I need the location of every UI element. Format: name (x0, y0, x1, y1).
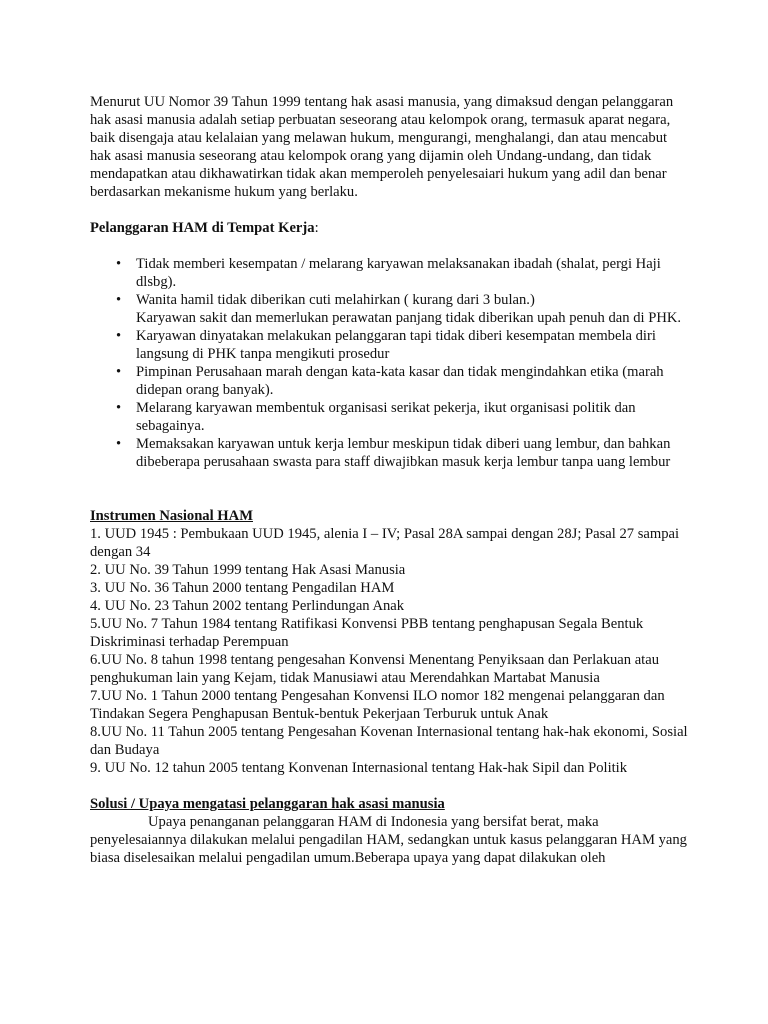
list-item-text: Wanita hamil tidak diberikan cuti melahirkan ( kurang dari 3 bulan.) (136, 292, 535, 308)
list-item-text: Tidak memberi kesempatan / melarang karyawan melaksanakan ibadah (shalat, pergi Haji dlsbg). (136, 256, 661, 290)
list-item (90, 327, 690, 363)
section-gap (90, 471, 690, 507)
list-item: 6.UU No. 8 tahun 1998 tentang pengesahan Konvensi Menentang Penyiksaan dan Perlakuan atau penghukuman lain yang Kejam, tidak Manusiawi atau Merendahkan Martabat Manusia (90, 652, 660, 686)
list-item (90, 363, 690, 399)
document-page (90, 93, 690, 867)
list-item-continuation: Karyawan sakit dan memerlukan perawatan panjang tidak diberikan upah penuh dan di PHK. (136, 310, 682, 326)
workplace-heading-colon: : (314, 220, 319, 236)
list-item (90, 255, 690, 291)
bullet-icon: • (116, 436, 122, 452)
bullet-icon: • (116, 328, 122, 344)
workplace-violations-list (90, 255, 690, 471)
list-item: 4. UU No. 23 Tahun 2002 tentang Perlindungan Anak (90, 598, 405, 614)
list-item: 8.UU No. 11 Tahun 2005 tentang Pengesahan Kovenan Internasional tentang hak-hak ekonomi, Sosial dan Budaya (90, 724, 688, 758)
list-item: 9. UU No. 12 tahun 2005 tentang Konvenan Internasional tentang Hak-hak Sipil dan Politik (90, 760, 628, 776)
list-item-text: Memaksakan karyawan untuk kerja lembur meskipun tidak diberi uang lembur, dan bahkan dibeberapa perusahaan swasta para staff diwajibkan masuk kerja lembur tanpa uang lembur (136, 436, 671, 470)
list-item-text: Pimpinan Perusahaan marah dengan kata-kata kasar dan tidak mengindahkan etika (marah didepan orang banyak). (136, 364, 664, 398)
instruments-list (90, 525, 690, 777)
list-item (90, 399, 690, 435)
list-item: 3. UU No. 36 Tahun 2000 tentang Pengadilan HAM (90, 580, 395, 596)
list-item: 7.UU No. 1 Tahun 2000 tentang Pengesahan Konvensi ILO nomor 182 mengenai pelanggaran dan Tindakan Segera Penghapusan Bentuk-bentuk Pekerjaan Terburuk untuk Anak (90, 688, 665, 722)
bullet-icon: • (116, 292, 122, 308)
list-item: 1. UUD 1945 : Pembukaan UUD 1945, alenia I – IV; Pasal 28A sampai dengan 28J; Pasal 27 sampai dengan 34 (90, 526, 680, 560)
section-gap (90, 777, 690, 795)
bullet-icon: • (116, 400, 122, 416)
list-item (90, 291, 690, 327)
intro-paragraph: Menurut UU Nomor 39 Tahun 1999 tentang hak asasi manusia, yang dimaksud dengan pelanggaran hak asasi manusia adalah setiap perbuatan seseorang atau kelompok orang, termasuk aparat negara, baik disengaja atau kelalaian yang melawan hukum, mengurangi, menghalangi, dan atau mencabut hak asasi manusia seseorang atau kelompok orang yang dijamin oleh Undang-undang, dan tidak mendapatkan atau dikhawatirkan tidak akan memperoleh penyelesaiari hukum yang adil dan benar berdasarkan mekanisme hukum yang berlaku. (90, 94, 674, 200)
workplace-heading (90, 219, 690, 237)
bullet-icon: • (116, 256, 122, 272)
solution-paragraph: Upaya penanganan pelanggaran HAM di Indonesia yang bersifat berat, maka penyelesaiannya dilakukan melalui pengadilan HAM, sedangkan untuk kasus pelanggaran HAM yang biasa diselesaikan melalui pengadilan umum.Beberapa upaya yang dapat dilakukan oleh (90, 814, 687, 866)
instruments-heading: Instrumen Nasional HAM (90, 508, 253, 524)
solution-heading: Solusi / Upaya mengatasi pelanggaran hak asasi manusia (90, 796, 445, 812)
list-item: 5.UU No. 7 Tahun 1984 tentang Ratifikasi Konvensi PBB tentang penghapusan Segala Bentuk Diskriminasi terhadap Perempuan (90, 616, 644, 650)
bullet-icon: • (116, 364, 122, 380)
workplace-heading-text: Pelanggaran HAM di Tempat Kerja (90, 220, 315, 236)
list-item-text: Melarang karyawan membentuk organisasi serikat pekerja, ikut organisasi politik dan sebagainya. (136, 400, 636, 434)
list-item-text: Karyawan dinyatakan melakukan pelanggaran tapi tidak diberi kesempatan membela diri langsung di PHK tanpa mengikuti prosedur (136, 328, 656, 362)
list-item (90, 435, 690, 471)
list-item: 2. UU No. 39 Tahun 1999 tentang Hak Asasi Manusia (90, 562, 406, 578)
